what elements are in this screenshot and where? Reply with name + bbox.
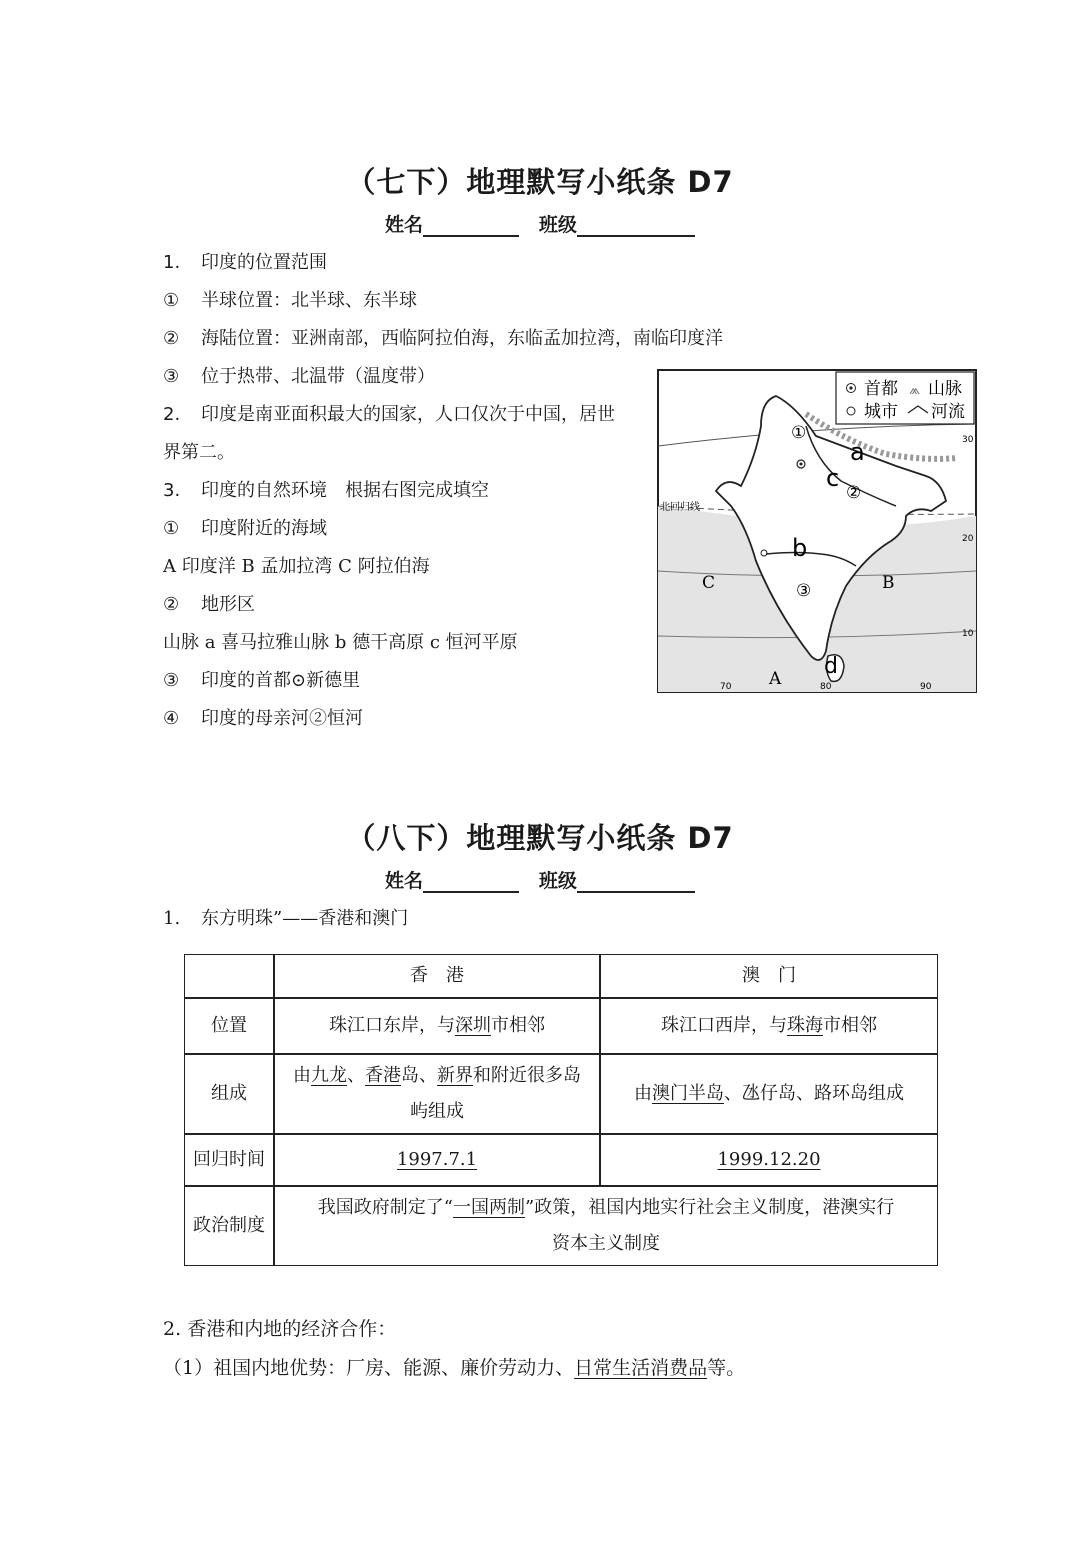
item-text: A 印度洋 B 孟加拉湾 C 阿拉伯海 xyxy=(163,556,430,577)
list-item xyxy=(163,286,417,312)
item-text: 海陆位置：亚洲南部，西临阿拉伯海，东临孟加拉湾，南临印度洋 xyxy=(201,328,723,349)
item-number: ① xyxy=(163,518,180,539)
table-cell: 由九龙、香港岛、新界和附近很多岛 屿组成 xyxy=(274,1054,600,1134)
row-label: 政治制度 xyxy=(184,1186,274,1266)
section-heading xyxy=(163,904,408,930)
list-item: （1）祖国内地优势：厂房、能源、廉价劳动力、日常生活消费品等。 xyxy=(163,1357,746,1379)
item-text: 印度附近的海域 xyxy=(201,518,327,539)
title-part1: （七下）地理默写小纸条 D7 xyxy=(346,165,734,199)
item-number: ④ xyxy=(163,708,180,729)
item-number: 1. xyxy=(163,908,181,929)
legend-city: 城市 xyxy=(864,402,898,422)
item-number: ② xyxy=(163,594,180,615)
item-number: ② xyxy=(163,328,180,349)
table-row xyxy=(184,1134,938,1186)
table-cell-empty xyxy=(184,954,274,998)
label-3: ③ xyxy=(796,581,812,601)
list-item xyxy=(163,438,235,464)
list-item xyxy=(163,590,255,616)
lat-tick: 10 xyxy=(962,629,974,639)
legend-mountain: 山脉 xyxy=(928,379,962,399)
item-text: 山脉 a 喜马拉雅山脉 b 德干高原 c 恒河平原 xyxy=(163,632,518,653)
class-blank[interactable] xyxy=(577,871,695,893)
list-item xyxy=(163,666,360,692)
item-number: 2. xyxy=(163,404,181,425)
name-blank[interactable] xyxy=(423,215,519,237)
table-header-hk: 香 港 xyxy=(274,954,600,998)
item-number: ③ xyxy=(163,366,180,387)
row-label: 组成 xyxy=(184,1054,274,1134)
table-cell: 由澳门半岛、氹仔岛、路环岛组成 xyxy=(600,1054,938,1134)
table-cell: 我国政府制定了“一国两制”政策，祖国内地实行社会主义制度，港澳实行 资本主义制度 xyxy=(274,1186,938,1266)
lon-tick: 70 xyxy=(720,682,732,692)
lat-tick: 30 xyxy=(962,435,974,445)
table-cell: 1999.12.20 xyxy=(600,1134,938,1186)
title-part2: （八下）地理默写小纸条 D7 xyxy=(346,821,734,855)
name-class-line-part1 xyxy=(0,210,1080,237)
item-number: 3. xyxy=(163,480,181,501)
label-B: B xyxy=(882,573,895,593)
item-text: 印度是南亚面积最大的国家，人口仅次于中国，居世 xyxy=(201,404,615,425)
section-heading xyxy=(163,1314,396,1341)
table-row xyxy=(184,954,938,998)
hk-macau-table xyxy=(184,954,938,1266)
label-c: c xyxy=(826,464,840,492)
india-map xyxy=(656,366,978,696)
item-number: 1. xyxy=(163,252,181,273)
legend-river: 河流 xyxy=(931,402,965,422)
item-number: 2. xyxy=(163,1318,182,1340)
item-number: ① xyxy=(163,290,180,311)
mountain-icon: ⩕ xyxy=(909,382,921,398)
item-text: 界第二。 xyxy=(163,442,235,463)
lon-tick: 80 xyxy=(820,682,832,692)
item-text: 印度的首都⊙新德里 xyxy=(201,670,361,691)
class-label: 班级 xyxy=(538,870,577,892)
list-item xyxy=(163,704,363,730)
class-blank[interactable] xyxy=(577,215,695,237)
list-item xyxy=(163,362,435,388)
legend-capital: 首都 xyxy=(864,379,898,399)
list-item xyxy=(163,248,327,274)
row-label: 位置 xyxy=(184,998,274,1054)
item-text: 印度的自然环境 根据右图完成填空 xyxy=(201,480,489,501)
lon-tick: 90 xyxy=(920,682,932,692)
label-C: C xyxy=(702,573,716,593)
item-text: 香港和内地的经济合作： xyxy=(187,1318,397,1340)
lat-tick: 20 xyxy=(962,534,974,544)
table-row xyxy=(184,998,938,1054)
row-label: 回归时间 xyxy=(184,1134,274,1186)
item-text: 印度的位置范围 xyxy=(201,252,327,273)
table-header-mo: 澳 门 xyxy=(600,954,938,998)
class-label: 班级 xyxy=(538,214,577,236)
name-label: 姓名 xyxy=(385,214,424,236)
name-blank[interactable] xyxy=(423,871,519,893)
item-text: 地形区 xyxy=(201,594,255,615)
table-cell: 珠江口东岸，与深圳市相邻 xyxy=(274,998,600,1054)
list-item xyxy=(163,552,430,578)
table-row xyxy=(184,1054,938,1134)
label-A: A xyxy=(769,669,782,689)
item-number: ③ xyxy=(163,670,180,691)
table-cell: 1997.7.1 xyxy=(274,1134,600,1186)
list-item xyxy=(163,514,327,540)
tropic-label: 北回归线 xyxy=(660,502,700,513)
label-1: ① xyxy=(791,423,807,443)
label-2: ② xyxy=(846,483,862,503)
name-label: 姓名 xyxy=(385,870,424,892)
label-d: d xyxy=(824,654,838,679)
item-text: 东方明珠”——香港和澳门 xyxy=(201,908,409,929)
list-item xyxy=(163,324,723,350)
list-item xyxy=(163,476,489,502)
item-text: 印度的母亲河②恒河 xyxy=(201,708,363,729)
item-text: 半球位置：北半球、东半球 xyxy=(201,290,417,311)
table-row xyxy=(184,1186,938,1266)
table-cell: 珠江口西岸，与珠海市相邻 xyxy=(600,998,938,1054)
list-item xyxy=(163,400,615,426)
label-a: a xyxy=(850,438,865,466)
name-class-line-part2 xyxy=(0,866,1080,893)
item-text: 位于热带、北温带（温度带） xyxy=(201,366,435,387)
label-b: b xyxy=(792,534,808,562)
list-item xyxy=(163,628,518,654)
